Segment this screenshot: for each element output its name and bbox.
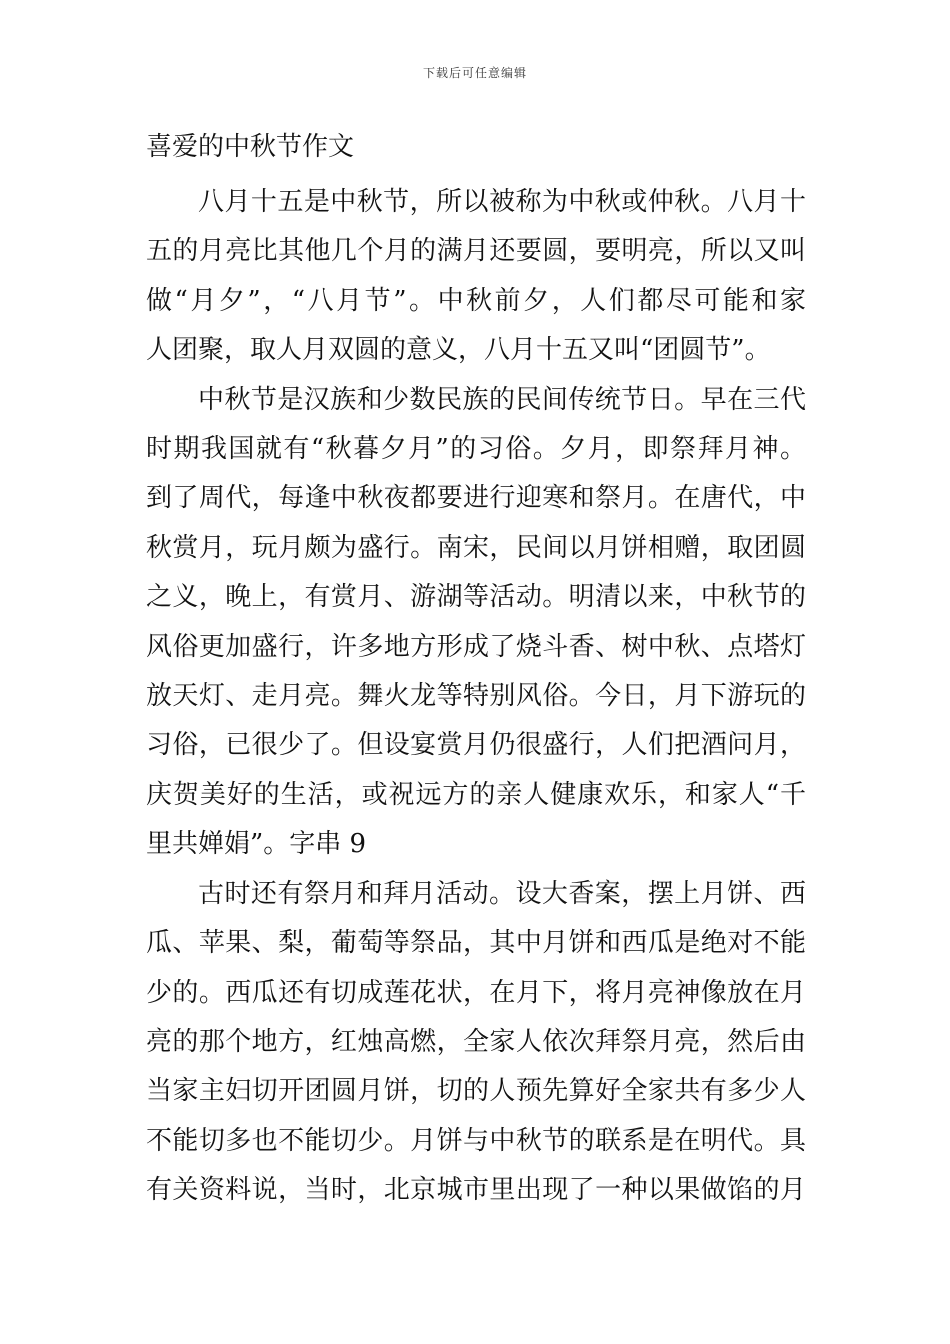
text-line: 时期我国就有“秋暮夕月”的习俗。夕月，即祭拜月神。 xyxy=(146,434,806,465)
text-line: 不能切多也不能切少。月饼与中秋节的联系是在明代。具 xyxy=(146,1125,806,1156)
paragraph-2 xyxy=(146,376,806,870)
text-line: 习俗，已很少了。但设宴赏月仍很盛行，人们把酒问月， xyxy=(146,730,806,761)
text-line: 亮的那个地方，红烛高燃，全家人依次拜祭月亮，然后由 xyxy=(146,1026,806,1057)
text-line: 秋赏月，玩月颇为盛行。南宋，民间以月饼相赠，取团圆 xyxy=(146,532,806,563)
text-line: 之义，晚上，有赏月、游湖等活动。明清以来，中秋节的 xyxy=(146,582,806,613)
text-line: 到了周代，每逢中秋夜都要进行迎寒和祭月。在唐代，中 xyxy=(146,483,806,514)
text-line: 瓜、苹果、梨，葡萄等祭品，其中月饼和西瓜是绝对不能 xyxy=(146,928,806,959)
text-line: 人团聚，取人月双圆的意义，八月十五又叫“团圆节”。 xyxy=(146,335,771,366)
text-line: 风俗更加盛行，许多地方形成了烧斗香、树中秋、点塔灯 xyxy=(146,631,806,662)
text-line: 当家主妇切开团圆月饼，切的人预先算好全家共有多少人 xyxy=(146,1076,806,1107)
document-title: 喜爱的中秋节作文 xyxy=(146,132,355,162)
text-line: 放天灯、走月亮。舞火龙等特别风俗。今日，月下游玩的 xyxy=(146,681,806,712)
text-line: 中秋节是汉族和少数民族的民间传统节日。早在三代 xyxy=(198,384,806,415)
document-body xyxy=(146,178,806,1216)
text-line: 古时还有祭月和拜月活动。设大香案，摆上月饼、西 xyxy=(198,878,806,909)
page-header: 下载后可任意编辑 xyxy=(422,66,527,80)
text-line: 里共婵娟”。字串 9 xyxy=(146,829,367,860)
text-line: 八月十五是中秋节，所以被称为中秋或仲秋。八月十 xyxy=(198,187,806,217)
text-line: 做“月夕”，“八月节”。中秋前夕，人们都尽可能和家 xyxy=(146,285,806,316)
text-line: 庆贺美好的生活，或祝远方的亲人健康欢乐，和家人“千 xyxy=(146,779,806,810)
paragraph-1 xyxy=(146,178,806,376)
paragraph-3 xyxy=(146,870,806,1216)
text-line: 少的。西瓜还有切成莲花状，在月下，将月亮神像放在月 xyxy=(146,977,806,1008)
text-line: 五的月亮比其他几个月的满月还要圆，要明亮，所以又叫 xyxy=(146,236,806,267)
text-line: 有关资料说，当时，北京城市里出现了一种以果做馅的月 xyxy=(146,1175,806,1206)
